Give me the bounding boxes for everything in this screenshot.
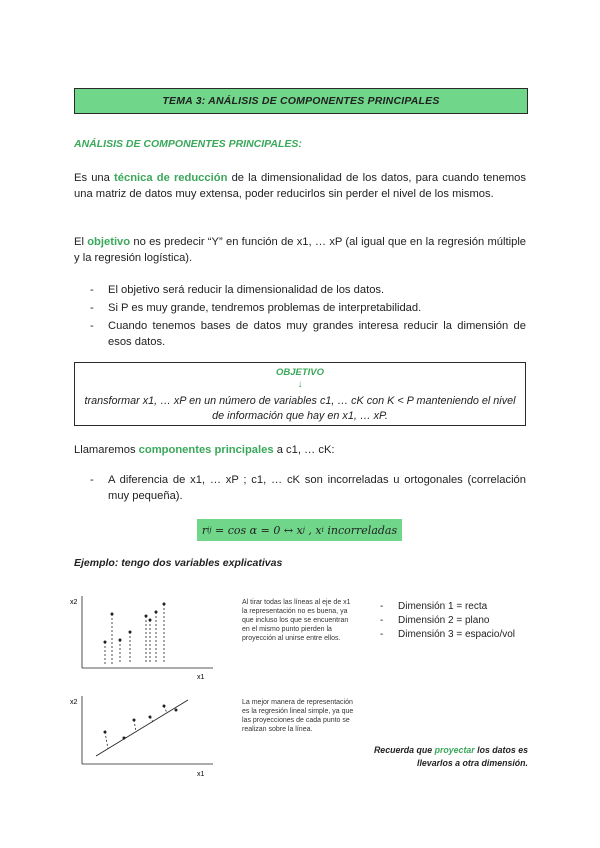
data-point [111, 613, 114, 616]
plot2-xlabel: x1 [197, 771, 205, 778]
list-item: - Cuando tenemos bases de datos muy grandes interesa reducir la dimensión de esos datos. [90, 320, 526, 348]
plot2-note: La mejor manera de representación es la regresión lineal simple, ya que las proyecciones de cada punto se realizan sobre la línea. [242, 699, 354, 733]
list-item: - Dimensión 1 = recta [380, 601, 488, 612]
objective-label: OBJETIVO [275, 367, 325, 378]
intro-paragraph: Es una técnica de reducción de la dimensionalidad de los datos, para cuando tenemos una matriz de datos muy extensa, poder reducirlos sin perder el nivel de los mismos. [74, 172, 526, 200]
plot1-ylabel: x2 [70, 599, 78, 606]
data-point [119, 639, 122, 642]
correlation-formula: r ij = cos α = 0 ↔ x j , x i incorreladas [197, 519, 402, 541]
data-point [145, 615, 148, 618]
list-item: - Dimensión 3 = espacio/vol [380, 629, 516, 640]
regression-line [96, 700, 188, 756]
data-point [123, 737, 126, 740]
data-point [104, 731, 107, 734]
data-point [104, 641, 107, 644]
data-point [163, 705, 166, 708]
plot2-ylabel: x2 [70, 699, 78, 706]
list-item: - A diferencia de x1, … xP ; c1, … cK son incorreladas u ortogonales (correlación muy pequeña). [90, 474, 526, 502]
plot1-xlabel: x1 [197, 674, 205, 681]
list-item: - El objetivo será reducir la dimensionalidad de los datos. [90, 284, 385, 296]
remember-note: Recuerda que proyectar los datos es llevarlos a otra dimensión. [373, 745, 528, 768]
data-point [149, 716, 152, 719]
data-point [133, 719, 136, 722]
section-heading: ANÁLISIS DE COMPONENTES PRINCIPALES: [74, 138, 302, 150]
components-bullet-list [90, 472, 526, 506]
objective-box [74, 362, 526, 426]
data-point [129, 631, 132, 634]
objective-paragraph: El objetivo no es predecir “Y” en función de x1, … xP (al igual que en la regresión múltiple y la regresión logística). [74, 236, 527, 264]
down-arrow-icon: ↓ [297, 379, 303, 390]
list-item: - Si P es muy grande, tendremos problemas de interpretabilidad. [90, 302, 422, 314]
data-point [163, 603, 166, 606]
data-point [149, 619, 152, 622]
projection-lines [105, 706, 167, 749]
projection-plot-x1 [68, 592, 218, 682]
data-points [104, 705, 178, 740]
data-point [175, 709, 178, 712]
data-point [155, 611, 158, 614]
components-paragraph: Llamaremos componentes principales a c1, … cK: [74, 444, 335, 456]
example-heading: Ejemplo: tengo dos variables explicativas [74, 557, 283, 569]
objective-bullet-list [90, 282, 526, 352]
list-item: - Dimensión 2 = plano [380, 615, 490, 626]
page-title: TEMA 3: ANÁLISIS DE COMPONENTES PRINCIPALES [74, 88, 528, 114]
regression-plot [68, 692, 218, 782]
plot1-note: Al tirar todas las líneas al eje de x1 la representación no es buena, ya que incluso los que se encuentran en el mismo punto pierden la proyección al unirse entre ellos. [242, 599, 351, 642]
objective-text: transformar x1, … xP en un número de variables c1, … cK con K < P manteniendo el nivel de información que hay en x1, … xP. [84, 395, 516, 422]
dimensions-list [380, 600, 515, 642]
